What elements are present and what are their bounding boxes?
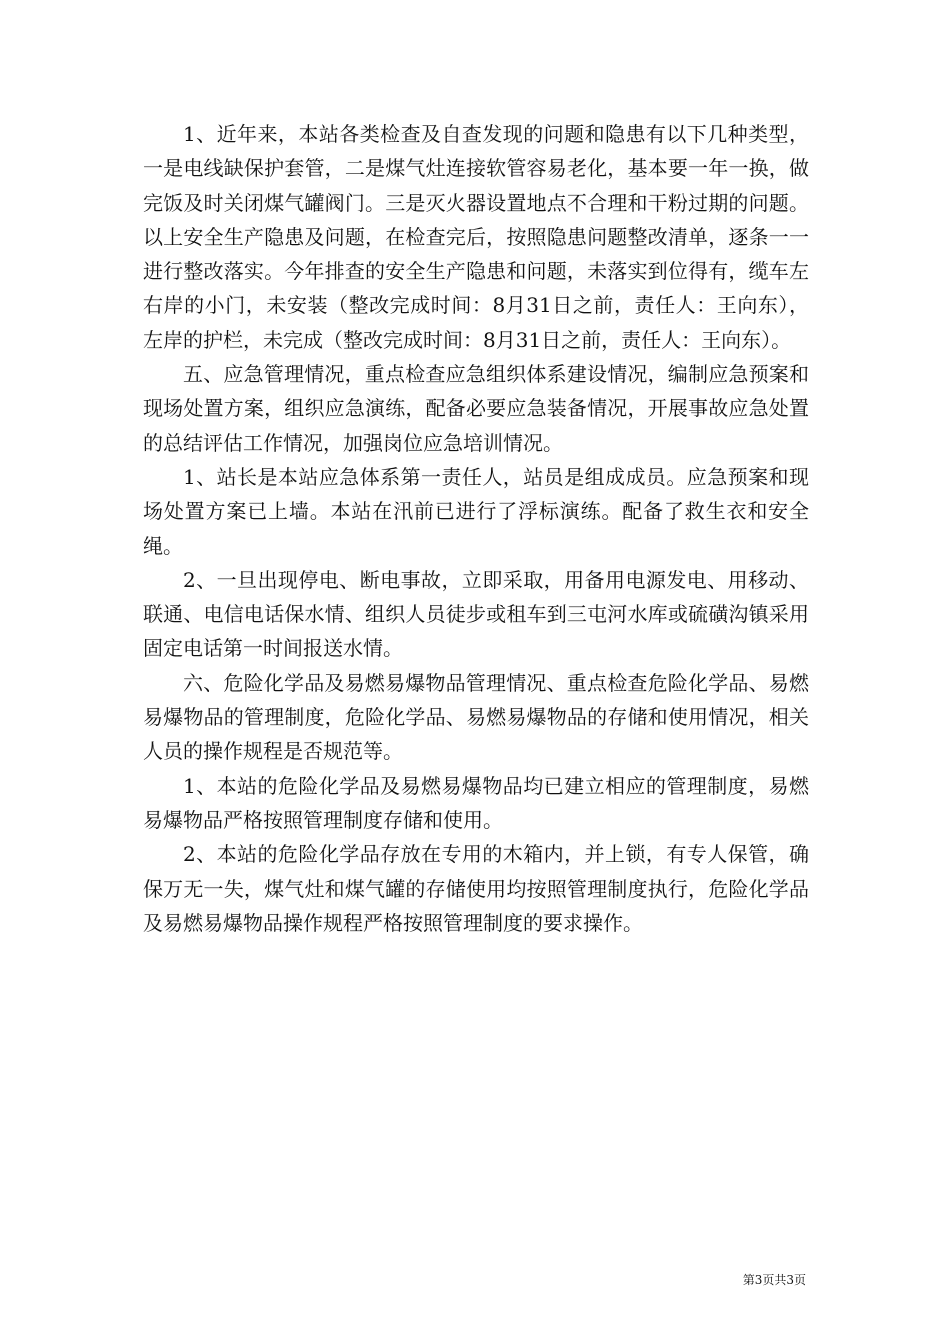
paragraph-hazard-types: 1、近年来，本站各类检查及自查发现的问题和隐患有以下几种类型，一是电线缺保护套管，二是煤气灶连接软管容易老化，基本要一年一换，做完饭及时关闭煤气罐阀门。三是灭火器设置地点不合理和干粉过期的问题。以上安全生产隐患及问题，在检查完后，按照隐患问题整改清单，逐条一一进行整改落实。今年排查的安全生产隐患和问题，未落实到位得有，缆车左右岸的小门，未安装（整改完成时间：8月31日之前，责任人：王向东），左岸的护栏，未完成（整改完成时间：8月31日之前，责任人：王向东）。 — [143, 122, 809, 352]
paragraph-power-outage-response: 2、一旦出现停电、断电事故，立即采取，用备用电源发电、用移动、联通、电信电话保水情、组织人员徒步或租车到三屯河水库或硫磺沟镇采用固定电话第一时间报送水情。 — [143, 567, 809, 661]
paragraph-chemical-management-system: 1、本站的危险化学品及易燃易爆物品均已建立相应的管理制度，易燃易爆物品严格按照管理制度存储和使用。 — [143, 773, 809, 832]
paragraph-chemical-storage: 2、本站的危险化学品存放在专用的木箱内，并上锁，有专人保管，确保万无一失，煤气灶和煤气罐的存储使用均按照管理制度执行，危险化学品及易燃易爆物品操作规程严格按照管理制度的要求操作。 — [143, 842, 809, 935]
page-number: 第3页共3页 — [742, 1273, 806, 1287]
paragraph-emergency-responsibility: 1、站长是本站应急体系第一责任人，站员是组成成员。应急预案和现场处置方案已上墙。本站在汛前已进行了浮标演练。配备了救生衣和安全绳。 — [143, 464, 809, 558]
document-body — [143, 117, 809, 940]
paragraph-section-emergency-management: 五、应急管理情况，重点检查应急组织体系建设情况，编制应急预案和现场处置方案，组织应急演练，配备必要应急装备情况，开展事故应急处置的总结评估工作情况，加强岗位应急培训情况。 — [143, 362, 809, 455]
paragraph-section-hazardous-chemicals: 六、危险化学品及易燃易爆物品管理情况、重点检查危险化学品、易燃易爆物品的管理制度，危险化学品、易燃易爆物品的存储和使用情况，相关人员的操作规程是否规范等。 — [143, 670, 809, 764]
